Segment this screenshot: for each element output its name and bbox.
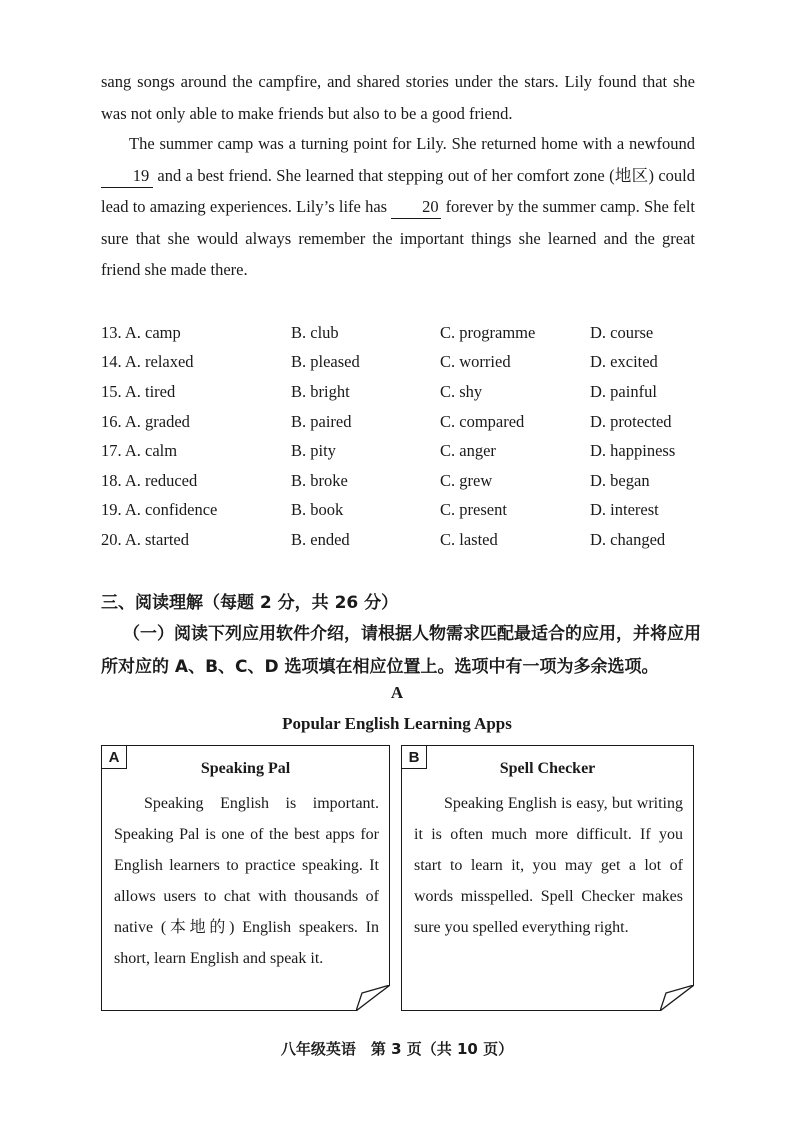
option-b: B. pleased [291, 352, 360, 372]
card-title: Spell Checker [499, 760, 596, 777]
answer-options [101, 318, 701, 555]
card-body: Speaking English is important. Speaking Pal is one of the best apps for English learners to practice speaking. It allows users to chat with thousands of native (本地的) English speakers. In short, learn English and speak it. [114, 795, 379, 967]
option-d: D. painful [590, 381, 657, 401]
option-b: B. book [291, 500, 344, 520]
blank-19: 19 [101, 165, 153, 188]
option-a: 13. A. camp [101, 322, 181, 342]
option-d: D. changed [590, 529, 666, 549]
option-row [101, 496, 701, 526]
app-card-a [101, 745, 390, 1011]
option-row [101, 377, 701, 407]
option-d: D. excited [590, 352, 658, 372]
page-curl-icon [356, 985, 390, 1011]
passage-title: Popular English Learning Apps [282, 714, 512, 733]
option-b: B. pity [291, 441, 336, 461]
option-c: C. anger [440, 441, 496, 461]
page-footer: 八年级英语 第 3 页（共 10 页） [280, 1040, 514, 1058]
option-a: 15. A. tired [101, 381, 176, 401]
option-row [101, 318, 701, 348]
option-row [101, 466, 701, 496]
option-d: D. course [590, 322, 654, 342]
option-a: 19. A. confidence [101, 500, 218, 520]
option-d: D. protected [590, 411, 672, 431]
option-b: B. broke [291, 470, 348, 490]
option-row [101, 348, 701, 378]
app-card-b [401, 745, 694, 1011]
option-c: C. shy [440, 381, 483, 401]
option-b: B. paired [291, 411, 352, 431]
option-d: D. happiness [590, 441, 676, 461]
passage-paragraph-2: The summer camp was a turning point for Lily. She returned home with a newfound 19 and a best friend. She learned that stepping out of her comfort zone (地区) could lead to amazing experiences. Lily’s life has 20 forever by the summer camp. She felt sure that she would always remember the important things she learned and the great friend she made there. [101, 134, 696, 279]
blank-20: 20 [391, 196, 441, 219]
card-body: Speaking English is easy, but writing it is often much more difficult. If you start to learn it, you may get a lot of words misspelled. Spell Checker makes sure you spelled everything right. [414, 795, 683, 936]
option-a: 17. A. calm [101, 441, 178, 461]
option-d: D. began [590, 470, 650, 490]
option-b: B. ended [291, 529, 350, 549]
option-d: D. interest [590, 500, 659, 520]
option-b: B. club [291, 322, 339, 342]
section-instruction: （一）阅读下列应用软件介绍，请根据人物需求匹配最适合的应用，并将应用所对应的 A、B、C、D 选项填在相应位置上。选项中有一项为多余选项。 [101, 624, 701, 677]
option-row [101, 525, 701, 555]
option-c: C. compared [440, 411, 525, 431]
card-label: A [101, 745, 127, 769]
option-a: 18. A. reduced [101, 470, 198, 490]
passage-letter: A [390, 683, 404, 702]
card-title: Speaking Pal [200, 760, 291, 777]
section-title: 三、阅读理解（每题 2 分，共 26 分） [101, 593, 399, 613]
option-c: C. lasted [440, 529, 498, 549]
page-curl-icon [660, 985, 694, 1011]
option-c: C. grew [440, 470, 493, 490]
option-row [101, 407, 701, 437]
option-c: C. present [440, 500, 507, 520]
option-a: 14. A. relaxed [101, 352, 194, 372]
card-label: B [401, 745, 427, 769]
option-a: 16. A. graded [101, 411, 190, 431]
option-c: C. programme [440, 322, 536, 342]
option-row [101, 436, 701, 466]
passage-paragraph-1: sang songs around the campfire, and shared stories under the stars. Lily found that she was not only able to make friends but also to be a good friend. [101, 72, 695, 123]
option-a: 20. A. started [101, 529, 189, 549]
option-c: C. worried [440, 352, 511, 372]
option-b: B. bright [291, 381, 350, 401]
